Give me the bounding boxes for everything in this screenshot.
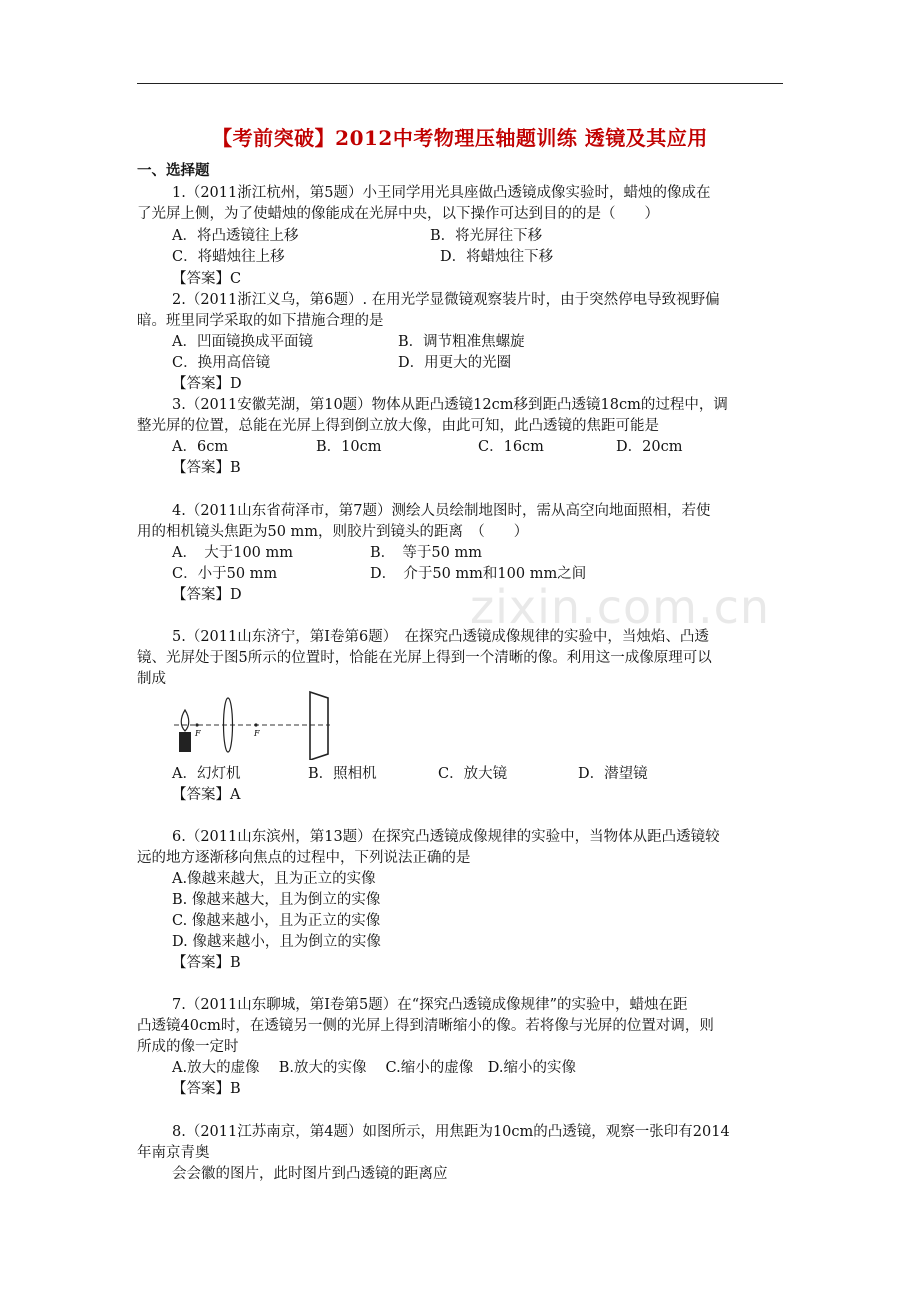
q6-option-b: B. 像越来越大，且为倒立的实像 — [172, 892, 381, 908]
section-heading: 一、选择题 — [137, 162, 210, 179]
q7-answer: 【答案】B — [172, 1081, 241, 1097]
q2-stem-line2: 暗。班里同学采取的如下措施合理的是 — [137, 313, 384, 329]
q7-stem-line2: 凸透镜40cm时，在透镜另一侧的光屏上得到清晰缩小的像。若将像与光屏的位置对调，则 — [137, 1018, 714, 1034]
q3-stem-line2: 整光屏的位置，总能在光屏上得到倒立放大像，由此可知，此凸透镜的焦距可能是 — [137, 418, 659, 434]
q7-stem-line3: 所成的像一定时 — [137, 1039, 239, 1055]
q6-option-a: A.像越来越大，且为正立的实像 — [172, 871, 376, 887]
watermark: zixin.com.cn — [470, 580, 771, 634]
q6-stem-line2: 远的地方逐渐移向焦点的过程中，下列说法正确的是 — [137, 850, 471, 866]
q1-stem-line1: 1.（2011浙江杭州，第5题）小王同学用光具座做凸透镜成像实验时，蜡烛的像成在 — [172, 185, 711, 201]
q3-option-b: B．10cm — [316, 439, 382, 455]
q2-option-c: C．换用高倍镜 — [172, 355, 271, 371]
q4-option-a: A． 大于100 mm — [172, 545, 294, 561]
q2-option-b: B．调节粗准焦螺旋 — [398, 334, 525, 350]
q6-option-c: C. 像越来越小，且为正立的实像 — [172, 913, 381, 929]
q6-option-d: D. 像越来越小，且为倒立的实像 — [172, 934, 381, 950]
focal-label-right: F — [254, 729, 260, 738]
q5-answer: 【答案】A — [172, 787, 241, 803]
q8-stem-line2: 年南京青奥 — [137, 1145, 210, 1161]
candle-icon — [179, 732, 191, 752]
q4-option-d: D． 介于50 mm和100 mm之间 — [370, 566, 587, 582]
q5-stem-line3: 制成 — [137, 671, 166, 687]
q4-answer: 【答案】D — [172, 587, 242, 603]
q1-option-d: D．将蜡烛往下移 — [440, 249, 554, 265]
q5-stem-line2: 镜、光屏处于图5所示的位置时，恰能在光屏上得到一个清晰的像。利用这一成像原理可以 — [137, 650, 712, 666]
focal-point-right — [254, 723, 257, 726]
q1-option-a: A．将凸透镜往上移 — [172, 228, 299, 244]
lens-experiment-figure — [170, 690, 340, 760]
q4-option-c: C．小于50 mm — [172, 566, 278, 582]
q8-stem-line3: 会会徽的图片，此时图片到凸透镜的距离应 — [172, 1166, 448, 1182]
q6-stem-line1: 6.（2011山东滨州，第13题）在探究凸透镜成像规律的实验中，当物体从距凸透镜较 — [172, 829, 720, 845]
q5-stem-line1: 5.（2011山东济宁，第Ⅰ卷第6题） 在探究凸透镜成像规律的实验中，当烛焰、凸透 — [172, 629, 709, 645]
flame-icon — [181, 710, 189, 731]
q7-stem-line1: 7.（2011山东聊城，第Ⅰ卷第5题）在“探究凸透镜成像规律”的实验中，蜡烛在距 — [172, 997, 688, 1013]
q2-option-a: A．凹面镜换成平面镜 — [172, 334, 313, 350]
q5-option-a: A．幻灯机 — [172, 766, 241, 782]
focal-point-left — [195, 723, 198, 726]
q3-answer: 【答案】B — [172, 460, 241, 476]
page-title: 【考前突破】2012中考物理压轴题训练 透镜及其应用 — [212, 126, 708, 150]
q4-stem-line2: 用的相机镜头焦距为50 mm，则胶片到镜头的距离 （ ） — [137, 524, 529, 540]
q3-stem-line1: 3.（2011安徽芜湖，第10题）物体从距凸透镜12cm移到距凸透镜18cm的过程中，调 — [172, 397, 728, 413]
q5-option-d: D．潜望镜 — [578, 766, 648, 782]
q3-option-a: A．6cm — [172, 439, 229, 455]
q3-option-d: D．20cm — [616, 439, 683, 455]
q2-answer: 【答案】D — [172, 376, 242, 392]
q1-option-b: B．将光屏往下移 — [430, 228, 543, 244]
focal-label-left: F — [195, 729, 201, 738]
q1-stem-line2: 了光屏上侧，为了使蜡烛的像能成在光屏中央，以下操作可达到目的的是（ ） — [137, 206, 659, 222]
q4-stem-line1: 4.（2011山东省荷泽市，第7题）测绘人员绘制地图时，需从高空向地面照相，若使 — [172, 503, 711, 519]
header-rule — [137, 83, 783, 84]
q1-answer: 【答案】C — [172, 271, 242, 287]
q3-option-c: C．16cm — [478, 439, 544, 455]
q5-option-c: C．放大镜 — [438, 766, 508, 782]
q4-option-b: B． 等于50 mm — [370, 545, 482, 561]
light-screen-icon — [310, 692, 328, 760]
q1-option-c: C．将蜡烛往上移 — [172, 249, 285, 265]
q7-options: A.放大的虚像 B.放大的实像 C.缩小的虚像 D.缩小的实像 — [172, 1060, 576, 1076]
q2-option-d: D．用更大的光圈 — [398, 355, 512, 371]
q6-answer: 【答案】B — [172, 955, 241, 971]
q2-stem-line1: 2.（2011浙江义乌，第6题）. 在用光学显微镜观察装片时，由于突然停电导致视野偏 — [172, 292, 720, 308]
q5-option-b: B．照相机 — [308, 766, 377, 782]
q8-stem-line1: 8.（2011江苏南京，第4题）如图所示，用焦距为10cm的凸透镜，观察一张印有2014 — [172, 1124, 730, 1140]
